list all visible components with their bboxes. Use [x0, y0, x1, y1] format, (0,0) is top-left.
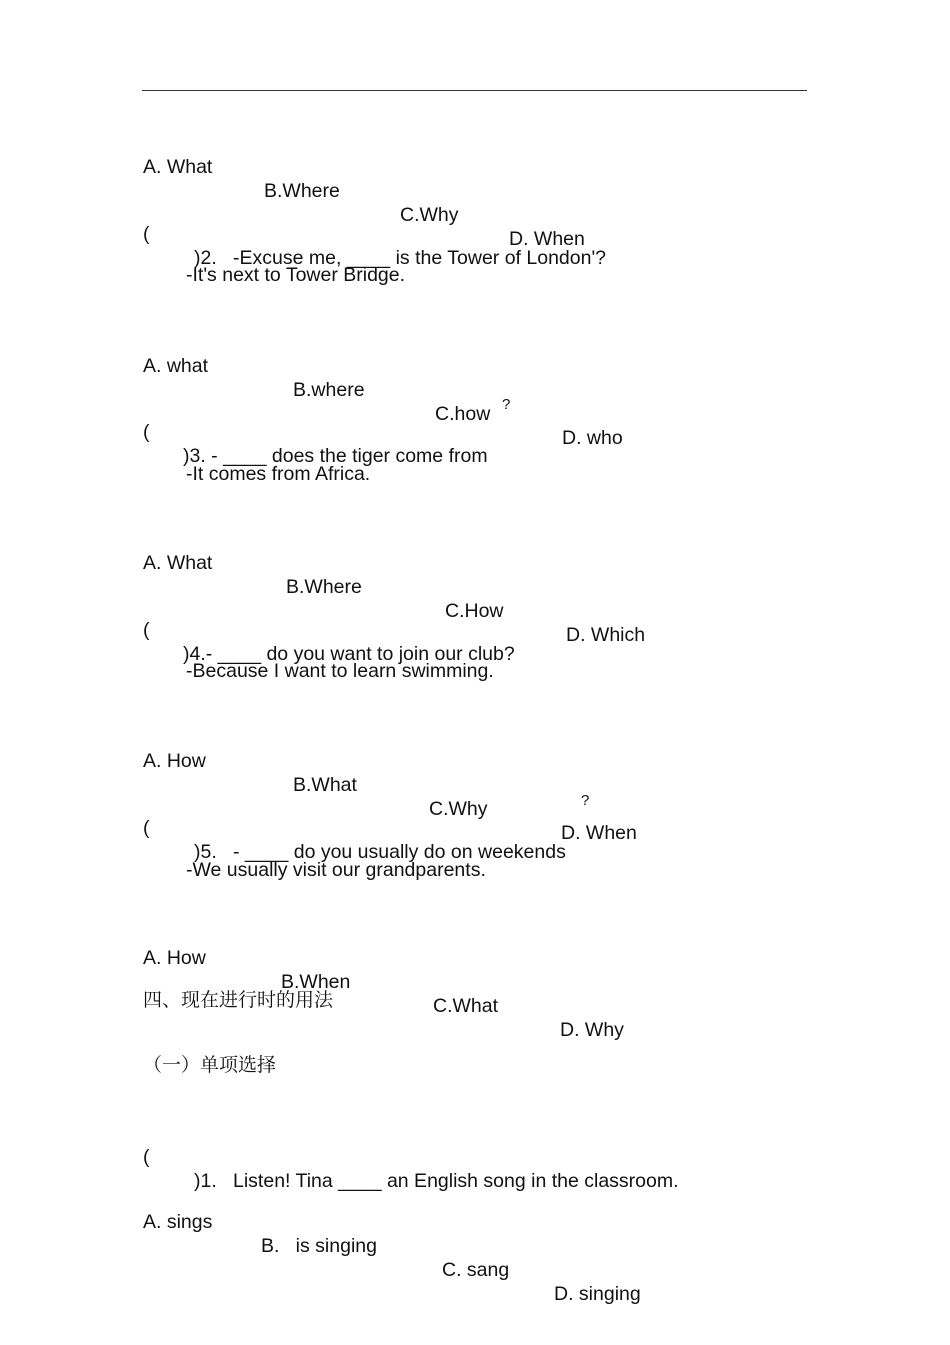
q3-answer: -It comes from Africa. [186, 463, 371, 485]
q4-answer: -Because I want to learn swimming. [186, 660, 494, 682]
q4-options [0, 725, 950, 844]
q2-option-d: D. who [562, 427, 623, 449]
q1-options [0, 131, 950, 250]
s4q1-stem-line [0, 1121, 950, 1192]
q1-option-b: B.Where [264, 180, 340, 202]
q3-options [0, 527, 950, 646]
q2-answer-paren: ( [143, 223, 150, 245]
q5-stray-question-mark: ? [581, 792, 590, 809]
section-subheading: （一）单项选择 [143, 1054, 277, 1076]
q2-stem: )2. -Excuse me, ____ is the Tower of London'? [194, 247, 607, 269]
q2-option-c: C.how [435, 403, 491, 425]
s4q1-option-c: C. sang [442, 1259, 510, 1281]
s4q1-options [0, 1186, 950, 1305]
q4-option-d: D. When [561, 822, 637, 844]
q1-option-c: C.Why [400, 204, 459, 226]
s4q1-option-d: D. singing [554, 1283, 641, 1305]
q4-answer-paren: ( [143, 619, 150, 641]
q3-answer-paren: ( [143, 421, 150, 443]
q5-option-c: C.What [433, 995, 499, 1017]
q5-option-a: A. How [143, 947, 206, 969]
q1-option-a: A. What [143, 156, 213, 178]
q3-stem: )3. - ____ does the tiger come from [183, 445, 488, 467]
q5-answer-paren: ( [143, 817, 150, 839]
q5-option-d: D. Why [560, 1019, 624, 1041]
q4-option-c: C.Why [429, 798, 488, 820]
s4q1-answer-paren: ( [143, 1146, 150, 1168]
q2-option-b: B.where [293, 379, 365, 401]
q2-answer: -It's next to Tower Bridge. [186, 264, 406, 286]
q3-option-a: A. What [143, 552, 213, 574]
section-heading: 四、现在进行时的用法 [143, 989, 334, 1011]
s4q1-stem: )1. Listen! Tina ____ an English song in the classroom. [194, 1170, 679, 1192]
q3-option-b: B.Where [286, 576, 362, 598]
q2-options [0, 330, 950, 449]
q1-option-d: D. When [509, 228, 585, 250]
s4q1-option-a: A. sings [143, 1211, 213, 1233]
q5-answer: -We usually visit our grandparents. [186, 859, 486, 881]
q2-option-a: A. what [143, 355, 209, 377]
q4-option-a: A. How [143, 750, 206, 772]
q5-option-b: B.When [281, 971, 351, 993]
q3-option-c: C.How [445, 600, 504, 622]
q4-option-b: B.What [293, 774, 357, 796]
q4-stem: )4.- ____ do you want to join our club? [183, 643, 515, 665]
q3-stray-question-mark: ? [502, 396, 511, 413]
q5-stem: )5. - ____ do you usually do on weekends [194, 841, 566, 863]
q3-option-d: D. Which [566, 624, 646, 646]
header-rule [142, 90, 807, 91]
s4q1-option-b: B. is singing [261, 1235, 377, 1257]
